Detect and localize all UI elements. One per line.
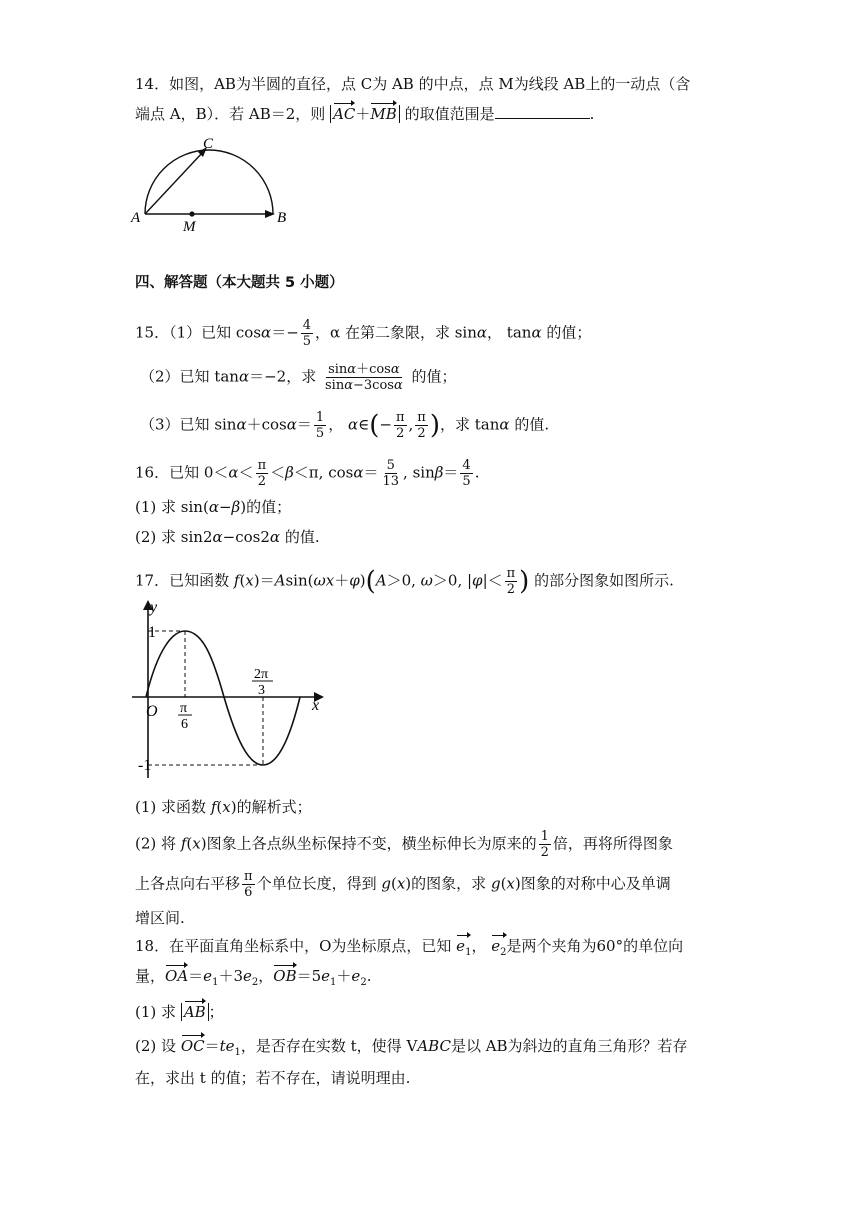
q15-p2-text-c: 的值； [411, 367, 457, 386]
q14-text-2b: 的取值范围是 [404, 105, 495, 123]
q17-p2-l1b: 图象上各点纵坐标保持不变，横坐标伸长为原来的 [206, 834, 537, 853]
q16-stem: 16．已知 0＜α＜ $\frac{\pi}{2}$ ＜β＜π, cosα＝ $\frac{5}{13}$ , sinβ＝ $\frac{4}{5}$ . [135, 458, 480, 489]
q16-stem-text: 16．已知 [135, 463, 200, 482]
svg-text:2π: 2π [254, 667, 269, 682]
q17-x-label: x [312, 697, 320, 714]
q17-p2-l1a: (2) 将 [135, 834, 177, 853]
svg-text:3: 3 [258, 683, 265, 698]
q15-p1-text-b: ，α 在第二象限，求 [315, 323, 450, 342]
q15-p1-text-a: 15．（1）已知 [135, 323, 232, 342]
q16-part2: (2) 求 sin2α−cos2α 的值. [135, 528, 320, 546]
q18-part2: (2) 设 $OC=te_1$，是否存在实数 t，使得 VABC是以 AB为斜边的直角三角形？若存 [135, 1037, 688, 1058]
q18-l1c: 是两个夹角为 [506, 937, 597, 955]
q16-p1-text: (1) 求 [135, 498, 177, 516]
q17-part1: (1) 求函数 f(x)的解析式； [135, 798, 312, 816]
q15-p3-text-c: 的值. [514, 415, 550, 434]
q18-part2-line2: 在，求出 t 的值；若不存在，请说明理由. [135, 1069, 411, 1087]
svg-text:6: 6 [181, 717, 188, 732]
q17-origin-label: O [146, 703, 158, 720]
q15-part1: 15．（1）已知 cosα＝− $\frac{4}{5}$ ，α 在第二象限，求 sinα， tanα 的值； [135, 318, 592, 349]
q17-part2-line1: (2) 将 f(x)图象上各点纵坐标保持不变，横坐标伸长为原来的 $\frac{1}{2}$ 倍，再将所得图象 [135, 829, 673, 860]
q18-line-1: 18．在平面直角坐标系中，O为坐标原点，已知 $e_1$， $e_2$是两个夹角为60°的单位向 [135, 936, 683, 963]
q14-line-1 [135, 74, 690, 94]
q18-p2-c: 是以 AB为斜边的直角三角形？若存 [450, 1037, 688, 1055]
q18-l1a: 18．在平面直角坐标系中，O为坐标原点，已知 [135, 937, 452, 955]
q15-p3-text-a: （3）已知 [140, 415, 210, 434]
q14-vector-abs: AC＋MB [330, 105, 400, 123]
q14-semicircle-figure [125, 130, 295, 235]
q18-l1b: ， [471, 937, 487, 955]
q18-p2-a: (2) 设 [135, 1037, 177, 1055]
q14-line-2 [135, 104, 594, 124]
q15-part3: （3）已知 sinα＋cosα＝ $\frac{1}{5}$ ， α∈(− $\frac{\pi}{2}$ , $\frac{\pi}{2}$ )，求 tanα 的值. [140, 410, 550, 441]
q17-p2-l2b: 个单位长度，得到 [256, 874, 377, 893]
q17-p1-text-a: (1) 求函数 [135, 798, 207, 816]
q16-p2-end: 的值. [284, 528, 320, 546]
q14-label-C: C [203, 136, 214, 152]
q17-part2-line3: 增区间. [135, 909, 185, 927]
q15-p3-text-b: ，求 [440, 415, 471, 434]
q18-p1-a: (1) 求 [135, 1003, 177, 1021]
q18-l1d: 的单位向 [623, 937, 684, 955]
q17-part2-line2: 上各点向右平移 $\frac{\pi}{6}$ 个单位长度，得到 g(x)的图象，求 g(x)图象的对称中心及单调 [135, 869, 671, 900]
q15-p2-text-a: （2）已知 [140, 367, 210, 386]
q14-answer-blank [495, 104, 590, 119]
svg-text:π: π [180, 701, 188, 716]
q17-ymin-label: -1 [138, 757, 152, 774]
q15-part2: （2）已知 tanα＝−2，求 $\frac{\sin\alpha+\cos\alpha}{\sin\alpha-3\cos\alpha}$ 的值； [140, 362, 457, 393]
q17-y-label: y [150, 599, 158, 616]
q18-line-2: 量，$OA=e_1+3e_2$，$OB=5e_1+e_2$. [135, 967, 372, 988]
q16-p2-text: (2) 求 [135, 528, 177, 546]
q18-l2a: 量， [135, 967, 166, 985]
q14-text-2a: 端点 A，B）．若 AB＝2，则 [135, 105, 326, 123]
q16-p1-end: 的值； [246, 498, 292, 516]
q15-p2-text-b: ，求 [286, 367, 317, 386]
q17-p2-l1c: 倍，再将所得图象 [552, 834, 673, 853]
q17-p1-text-b: 的解析式； [236, 798, 312, 816]
q14-text-1: 14．如图，AB为半圆的直径，点 C为 AB 的中点，点 M为线段 AB上的一动点（含 [135, 75, 691, 93]
q17-p2-l2c: 的图象，求 [411, 874, 487, 893]
q18-p1-b: ； [208, 1003, 224, 1021]
q14-label-M: M [183, 219, 196, 235]
q14-label-A: A [131, 210, 141, 226]
q16-part1: (1) 求 sin(α−β)的值； [135, 498, 292, 516]
q17-stem: 17．已知函数 f(x)＝Asin(ωx＋φ)(A＞0, ω＞0, |φ|＜ $\frac{\pi}{2}$ ) 的部分图象如图所示. [135, 566, 674, 597]
q17-stem-text-a: 17．已知函数 [135, 571, 230, 590]
q15-p1-text-c: 的值； [546, 323, 592, 342]
q14-text-2c: . [589, 105, 595, 123]
section-heading: 四、解答题（本大题共 5 小题） [135, 275, 344, 291]
q14-label-B: B [277, 210, 287, 226]
q17-ymax-label: 1 [148, 624, 156, 641]
q17-function-graph [128, 598, 338, 783]
q17-p2-l2d: 图象的对称中心及单调 [520, 874, 671, 893]
q17-stem-text-b: 的部分图象如图所示. [534, 571, 674, 590]
q18-part1: (1) 求 AB ； [135, 1003, 224, 1021]
q17-sine-curve [146, 631, 300, 765]
q17-p2-l2a: 上各点向右平移 [135, 874, 241, 893]
q18-p2-b: ，是否存在实数 t，使得 [240, 1037, 402, 1055]
